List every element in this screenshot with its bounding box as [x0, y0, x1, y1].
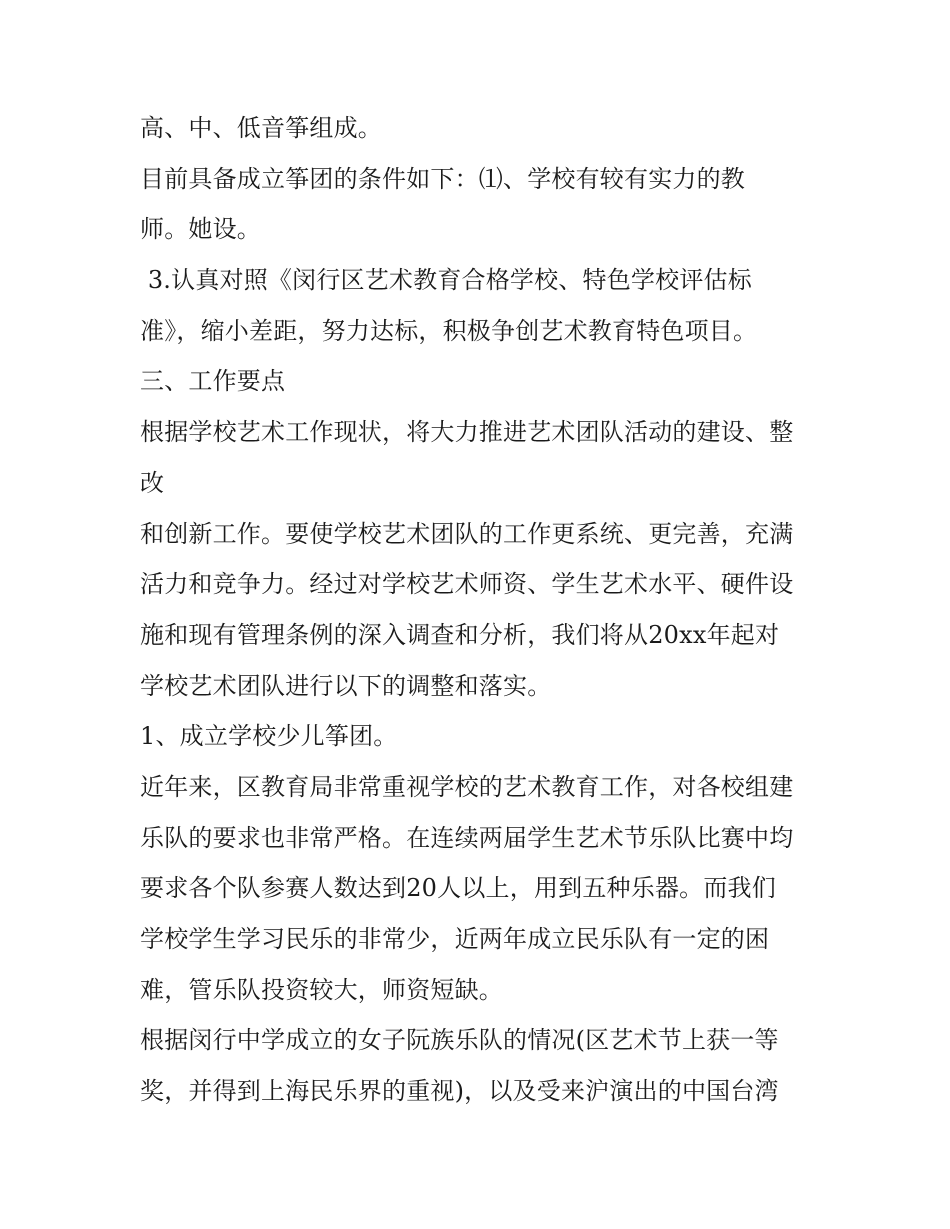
text-line: 3.认真对照《闵行区艺术教育合格学校、特色学校评估标	[140, 266, 752, 295]
text-line: 师。她设。	[140, 215, 261, 244]
text-line: 奖，并得到上海民乐界的重视)，以及受来沪演出的中国台湾	[140, 1077, 779, 1106]
text-line: 学校学生学习民乐的非常少，近两年成立民乐队有一定的困	[140, 925, 770, 953]
text-line: 近年来，区教育局非常重视学校的艺术教育工作，对各校组建	[140, 772, 794, 801]
text-line: 和创新工作。要使学校艺术团队的工作更系统、更完善，充满	[140, 519, 794, 548]
text-line: 学校艺术团队进行以下的调整和落实。	[140, 671, 552, 700]
text-line: 根据闵行中学成立的女子阮族乐队的情况(区艺术节上获一等	[140, 1026, 779, 1055]
text-line: 1、成立学校少儿筝团。	[140, 722, 398, 751]
text-line: 准》，缩小差距，努力达标，积极争创艺术教育特色项目。	[140, 316, 758, 345]
text-line: 根据学校艺术工作现状，将大力推进艺术团队活动的建设、整	[140, 418, 794, 447]
text-line: 目前具备成立筝团的条件如下：⑴、学校有较有实力的教	[140, 164, 745, 193]
text-line: 要求各个队参赛人数达到20人以上，用到五种乐器。而我们	[140, 874, 776, 903]
text-line: 高、中、低音筝组成。	[140, 114, 382, 142]
text-line: 三、工作要点	[140, 367, 286, 396]
text-line: 施和现有管理条例的深入调查和分析，我们将从20xx年起对	[140, 620, 780, 649]
text-line: 改	[140, 468, 165, 497]
document-body	[140, 103, 900, 1117]
text-line: 乐队的要求也非常严格。在连续两届学生艺术节乐队比赛中均	[140, 823, 794, 852]
text-line: 活力和竞争力。经过对学校艺术师资、学生艺术水平、硬件设	[140, 570, 794, 599]
text-line: 难，管乐队投资较大，师资短缺。	[140, 975, 503, 1004]
